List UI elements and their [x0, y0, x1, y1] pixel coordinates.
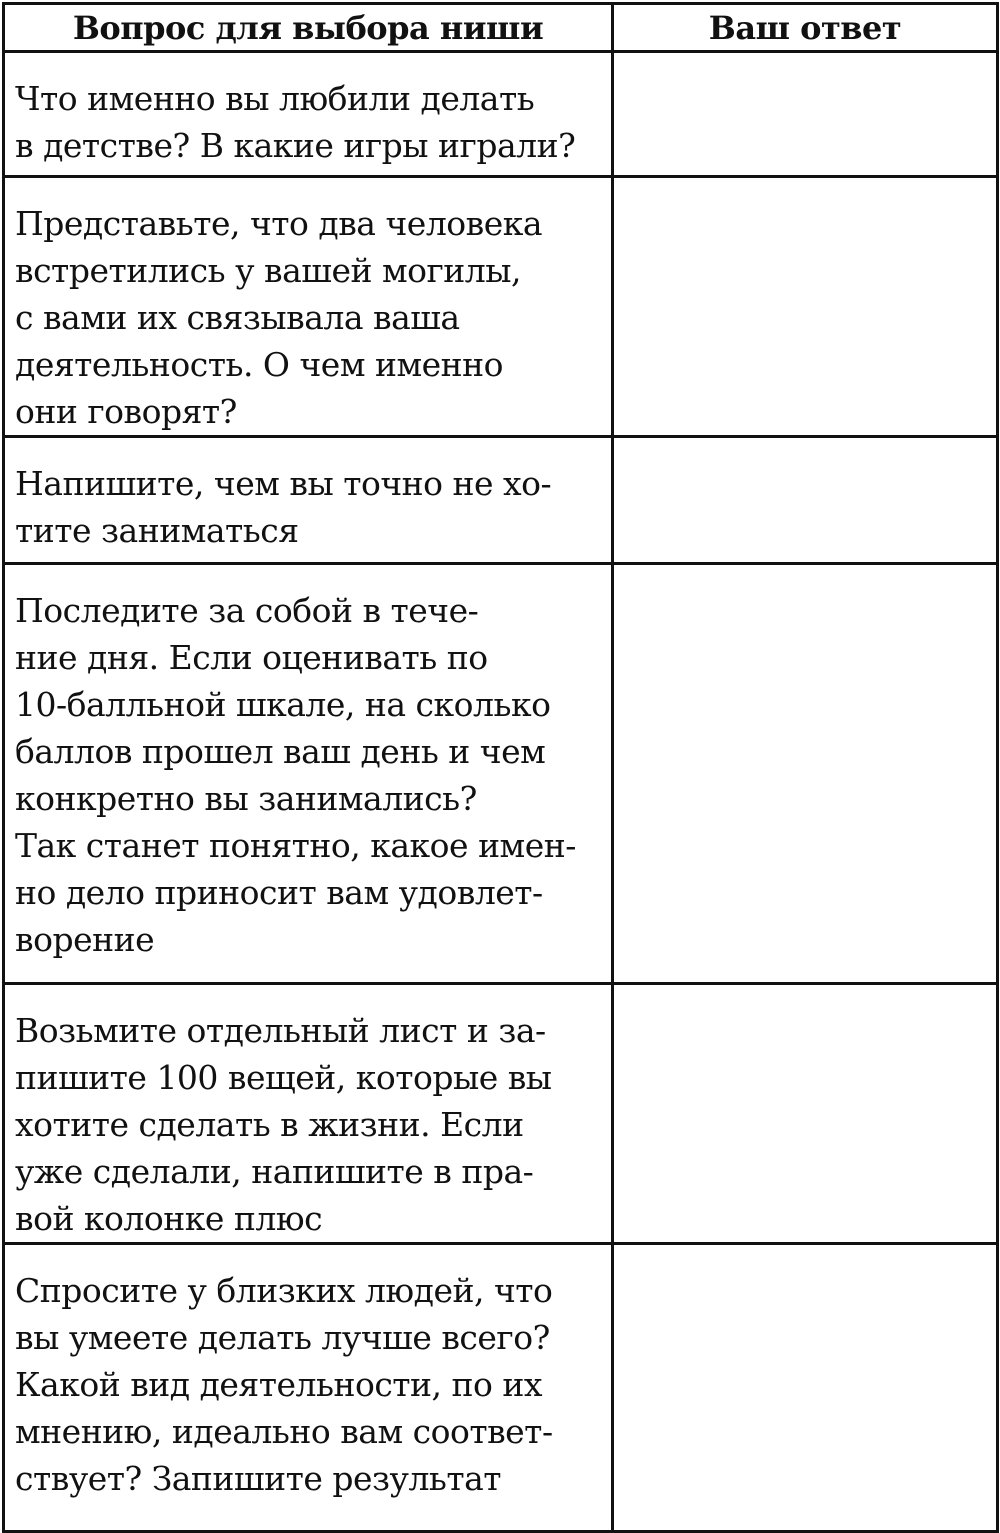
answer-cell[interactable] — [613, 52, 998, 177]
question-line: баллов прошел ваш день и чем — [15, 732, 546, 771]
question-cell — [4, 437, 613, 564]
table-row — [4, 437, 998, 564]
question-line: Возьмите отдельный лист и за- — [15, 1011, 546, 1050]
question-line: ворение — [15, 920, 155, 959]
question-line: Представьте, что два человека — [15, 204, 543, 243]
question-cell — [4, 984, 613, 1244]
question-line: но дело приносит вам удовлет- — [15, 873, 543, 912]
answer-cell[interactable] — [613, 177, 998, 437]
niche-question-table — [2, 2, 999, 1533]
question-line: деятельность. О чем именно — [15, 345, 504, 384]
question-line: Так станет понятно, какое имен- — [15, 826, 576, 865]
answer-column-header: Ваш ответ — [613, 4, 998, 52]
question-line: Что именно вы любили делать — [15, 79, 535, 118]
table-row — [4, 177, 998, 437]
question-line: Последите за собой в тече- — [15, 591, 479, 630]
question-line: уже сделали, напишите в пра- — [15, 1152, 534, 1191]
table-row — [4, 984, 998, 1244]
question-line: ние дня. Если оценивать по — [15, 638, 488, 677]
question-line: ствует? Запишите результат — [15, 1459, 502, 1498]
question-line: они говорят? — [15, 392, 237, 431]
question-line: пишите 100 вещей, которые вы — [15, 1058, 552, 1097]
question-cell — [4, 564, 613, 984]
question-line: в детстве? В какие игры играли? — [15, 126, 576, 165]
question-line: вой колонке плюс — [15, 1199, 323, 1238]
question-line: Какой вид деятельности, по их — [15, 1365, 542, 1404]
question-line: с вами их связывала ваша — [15, 298, 460, 337]
answer-cell[interactable] — [613, 437, 998, 564]
header-row — [4, 4, 998, 52]
answer-cell[interactable] — [613, 564, 998, 984]
answer-cell[interactable] — [613, 1244, 998, 1532]
question-line: Напишите, чем вы точно не хо- — [15, 464, 552, 503]
question-line: тите заниматься — [15, 511, 299, 550]
question-line: встретились у вашей могилы, — [15, 251, 522, 290]
question-line: 10-балльной шкале, на сколько — [15, 685, 551, 724]
table-row — [4, 564, 998, 984]
question-cell — [4, 1244, 613, 1532]
table-row — [4, 52, 998, 177]
question-line: хотите сделать в жизни. Если — [15, 1105, 524, 1144]
question-cell — [4, 177, 613, 437]
question-line: вы умеете делать лучше всего? — [15, 1318, 550, 1357]
question-line: конкретно вы занимались? — [15, 779, 477, 818]
question-column-header: Вопрос для выбора ниши — [4, 4, 613, 52]
question-line: мнению, идеально вам соответ- — [15, 1412, 553, 1451]
question-line: Спросите у близких людей, что — [15, 1271, 553, 1310]
question-cell — [4, 52, 613, 177]
table-row — [4, 1244, 998, 1532]
answer-cell[interactable] — [613, 984, 998, 1244]
